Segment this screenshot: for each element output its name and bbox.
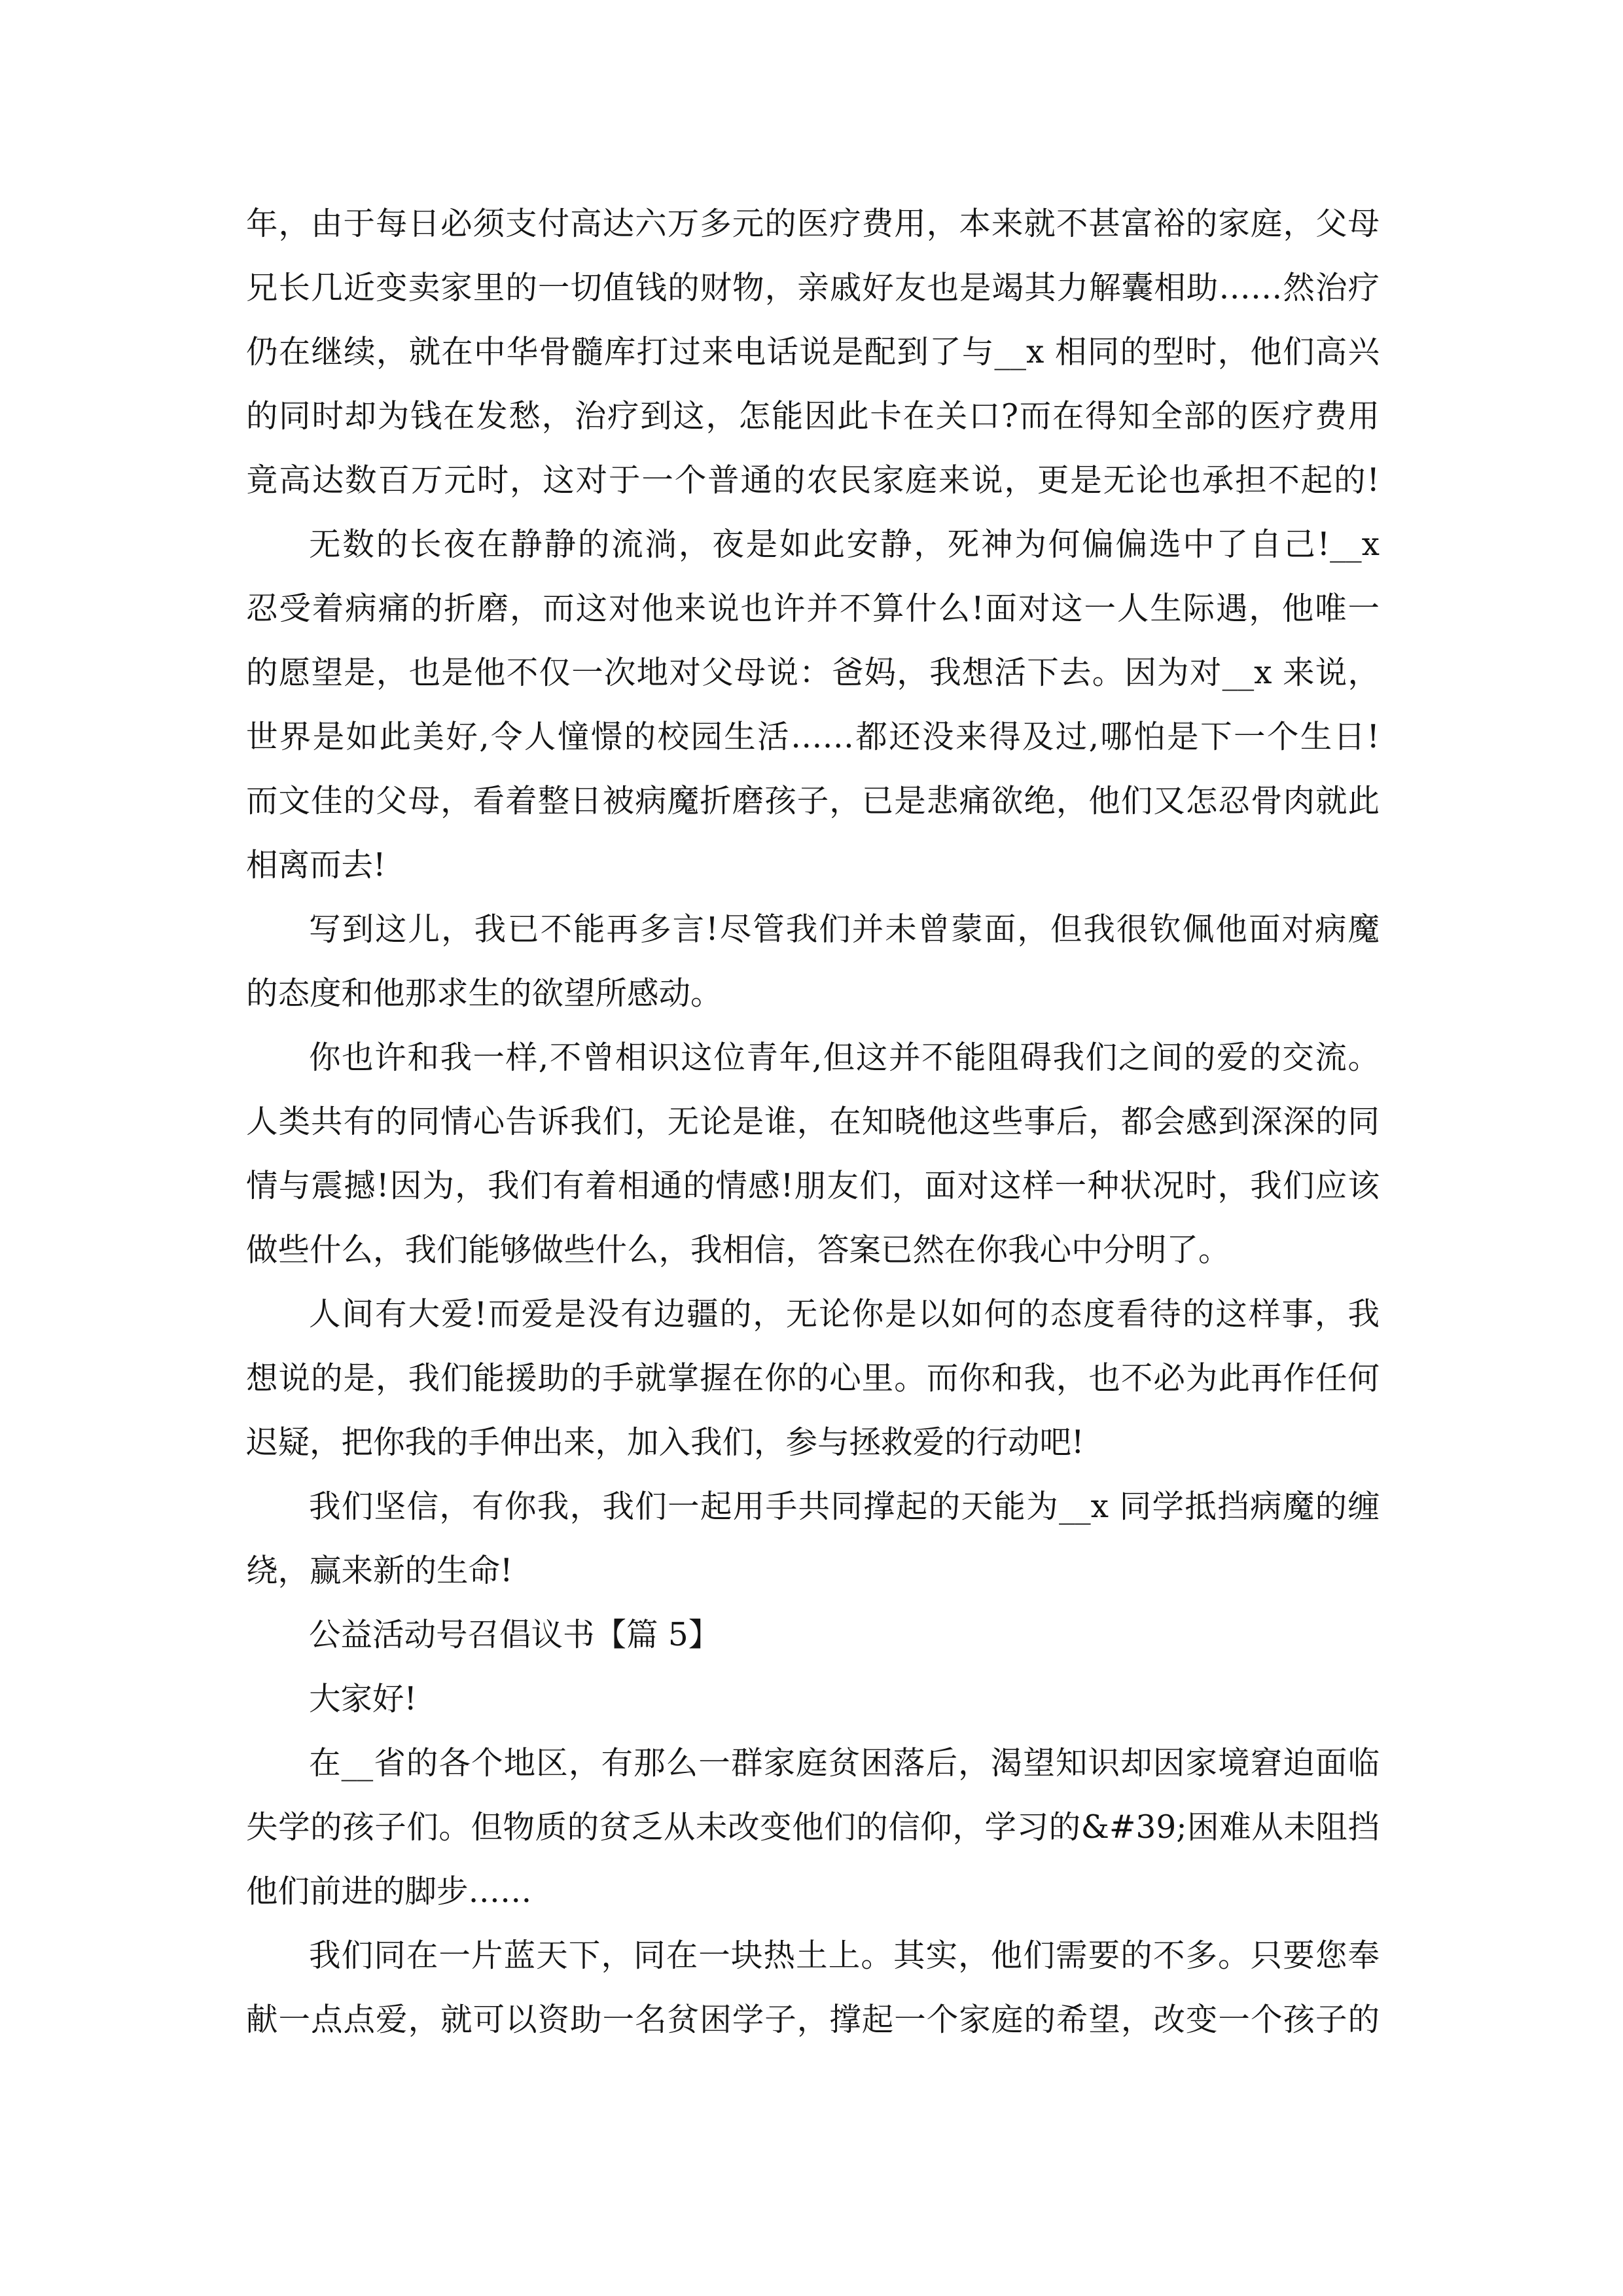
text-line: 想说的是，我们能援助的手就掌握在你的心里。而你和我，也不必为此再作任何 [246, 1360, 1380, 1397]
text-line: 的态度和他那求生的欲望所感动。 [246, 975, 722, 1012]
text-line: 情与震撼!因为，我们有着相通的情感!朋友们，面对这样一种状况时，我们应该 [246, 1168, 1380, 1204]
text-line: 你也许和我一样,不曾相识这位青年,但这并不能阻碍我们之间的爱的交流。 [309, 1039, 1380, 1076]
text-line: 写到这儿，我已不能再多言!尽管我们并未曾蒙面，但我很钦佩他面对病魔 [309, 911, 1380, 948]
text-line: 忍受着病痛的折磨，而这对他来说也许并不算什么!面对这一人生际遇，他唯一 [246, 590, 1380, 627]
text-line: 他们前进的脚步…… [246, 1873, 532, 1910]
text-line: 献一点点爱，就可以资助一名贫困学子，撑起一个家庭的希望，改变一个孩子的 [246, 2001, 1380, 2038]
text-line: 我们同在一片蓝天下，同在一块热土上。其实，他们需要的不多。只要您奉 [309, 1937, 1380, 1974]
text-line: 的愿望是，也是他不仅一次地对父母说：爸妈，我想活下去。因为对__x 来说， [246, 655, 1380, 691]
greeting: 大家好! [309, 1681, 417, 1717]
text-line: 兄长几近变卖家里的一切值钱的财物，亲戚好友也是竭其力解囊相助……然治疗 [246, 270, 1380, 306]
text-line: 人间有大爱!而爱是没有边疆的，无论你是以如何的态度看待的这样事，我 [309, 1296, 1380, 1333]
text-line: 人类共有的同情心告诉我们，无论是谁，在知晓他这些事后，都会感到深深的同 [246, 1103, 1380, 1140]
text-line: 相离而去! [246, 847, 386, 884]
text-line: 的同时却为钱在发愁，治疗到这，怎能因此卡在关口?而在得知全部的医疗费用 [246, 398, 1380, 435]
text-line: 竟高达数百万元时，这对于一个普通的农民家庭来说，更是无论也承担不起的! [246, 462, 1380, 499]
text-line: 仍在继续，就在中华骨髓库打过来电话说是配到了与__x 相同的型时，他们高兴 [246, 334, 1380, 370]
text-line: 失学的孩子们。但物质的贫乏从未改变他们的信仰，学习的&#39;困难从未阻挡 [246, 1809, 1380, 1846]
text-line: 无数的长夜在静静的流淌，夜是如此安静，死神为何偏偏选中了自己!__x [309, 526, 1380, 563]
section-heading: 公益活动号召倡议书【篇 5】 [309, 1617, 721, 1653]
text-line: 年，由于每日必须支付高达六万多元的医疗费用，本来就不甚富裕的家庭，父母 [246, 206, 1380, 242]
text-line: 做些什么，我们能够做些什么，我相信，答案已然在你我心中分明了。 [246, 1232, 1230, 1268]
text-line: 在__省的各个地区，有那么一群家庭贫困落后，渴望知识却因家境窘迫面临 [309, 1745, 1380, 1782]
text-line: 绕，赢来新的生命! [246, 1552, 513, 1589]
text-line: 而文佳的父母，看着整日被病魔折磨孩子，已是悲痛欲绝，他们又怎忍骨肉就此 [246, 783, 1380, 819]
text-line: 迟疑，把你我的手伸出来，加入我们，参与拯救爱的行动吧! [246, 1424, 1084, 1461]
text-line: 世界是如此美好,令人憧憬的校园生活……都还没来得及过,哪怕是下一个生日! [246, 719, 1380, 755]
text-line: 我们坚信，有你我，我们一起用手共同撑起的天能为__x 同学抵挡病魔的缠 [309, 1488, 1380, 1525]
